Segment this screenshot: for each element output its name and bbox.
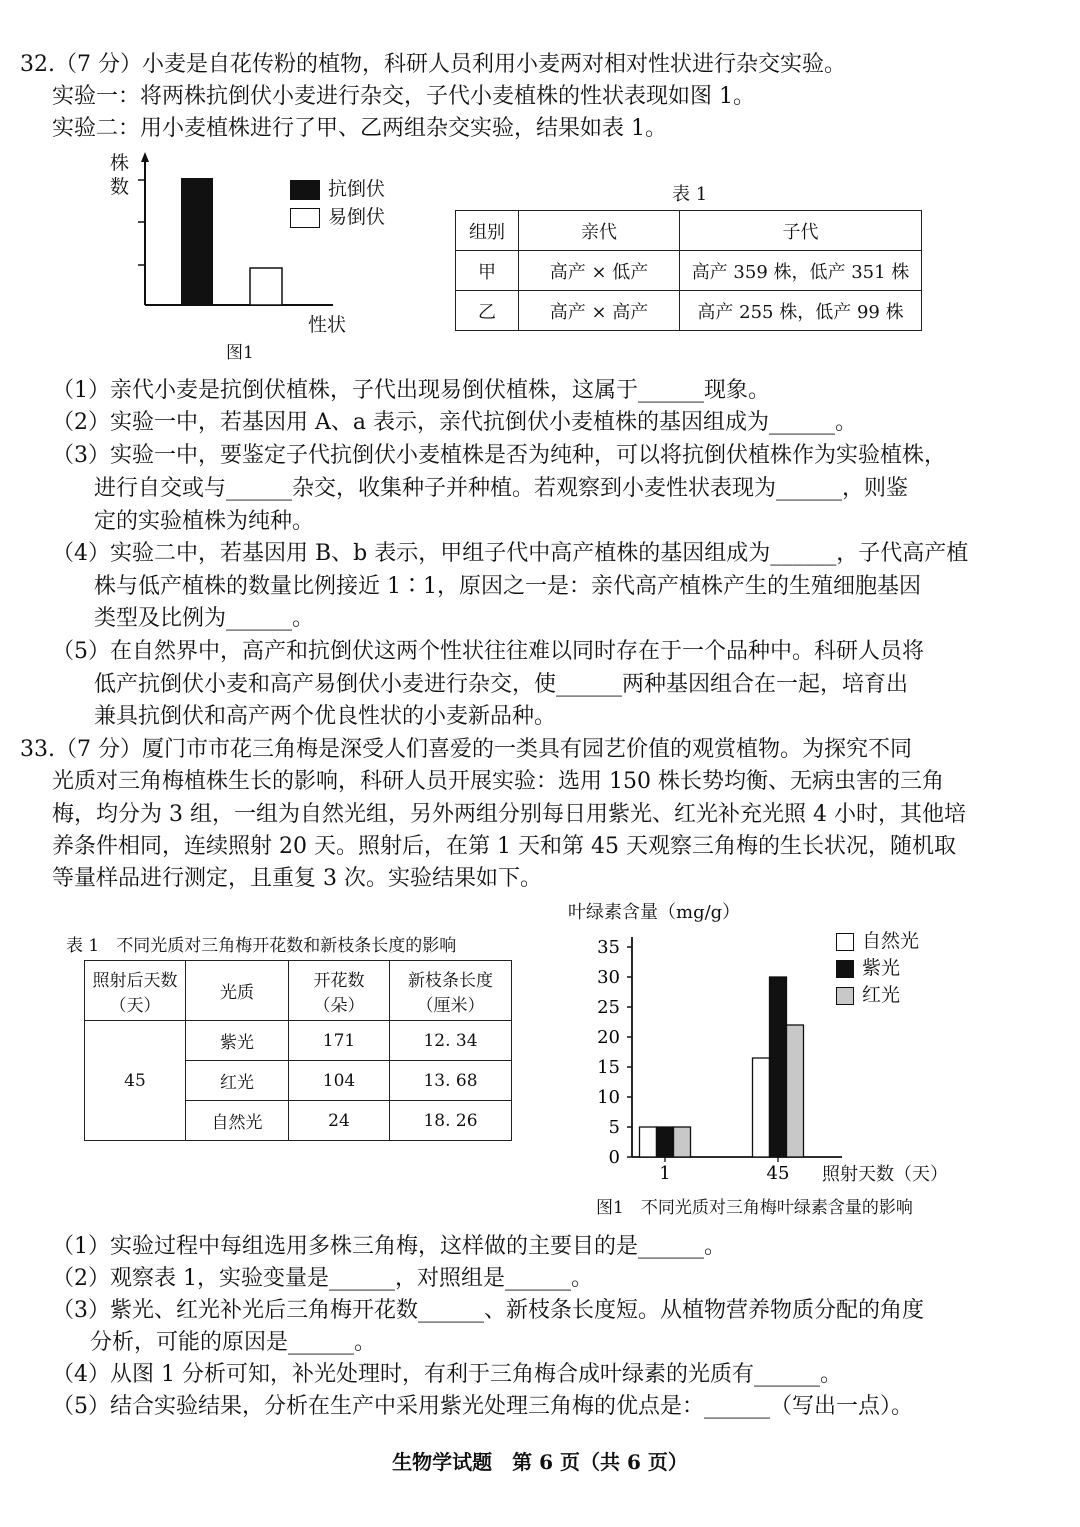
chart-svg	[590, 925, 850, 1190]
table-cell: 自然光	[186, 1101, 289, 1141]
y-tick-label: 5	[608, 1117, 620, 1138]
header-text: 开花数	[313, 970, 365, 991]
table-header-cell	[390, 961, 512, 1021]
q33-q5: （5）结合实验结果，分析在生产中采用紫光处理三角梅的优点是：______（写出一点）。	[52, 1394, 913, 1419]
table-header-row	[85, 961, 512, 1021]
y-tick-label: 30	[597, 967, 620, 988]
table-cell: 高产 359 株，低产 351 株	[680, 251, 922, 291]
q32-fig-caption: 图1	[226, 343, 254, 363]
q33-q2: （2）观察表 1，实验变量是______，对照组是______。	[52, 1266, 593, 1291]
table-cell: 高产 255 株，低产 99 株	[680, 291, 922, 331]
q32-q4c: 类型及比例为______。	[94, 606, 315, 631]
chart-legend	[836, 926, 919, 1007]
bar	[753, 1058, 770, 1157]
page-footer: 生物学试题 第 6 页（共 6 页）	[392, 1450, 688, 1474]
legend-swatch-black	[290, 180, 320, 200]
legend-label: 红光	[862, 984, 901, 1006]
q32-q5b: 低产抗倒伏小麦和高产易倒伏小麦进行杂交，使______两种基因组合在一起，培育出	[94, 672, 909, 697]
header-text: （厘米）	[416, 995, 485, 1016]
legend-label: 抗倒伏	[328, 178, 386, 200]
legend-label: 紫光	[862, 957, 901, 979]
q32-q3a: （3）实验一中，要鉴定子代抗倒伏小麦植株是否为纯种，可以将抗倒伏植株作为实验植株，	[52, 443, 947, 468]
bar	[674, 1127, 691, 1157]
table-row	[456, 291, 922, 331]
table-header-cell: 光质	[186, 961, 289, 1021]
header-text: （天）	[109, 995, 161, 1016]
q32-exp1: 实验一：将两株抗倒伏小麦进行杂交，子代小麦植株的性状表现如图 1。	[52, 84, 755, 109]
y-tick-label: 35	[597, 937, 620, 958]
y-tick-label: 15	[597, 1057, 620, 1078]
legend-swatch	[836, 933, 854, 951]
x-tick-label: 1	[659, 1163, 671, 1184]
q33-q3a: （3）紫光、红光补光后三角梅开花数______、新枝条长度短。从植物营养物质分配的角度	[52, 1298, 924, 1323]
table-cell: 红光	[186, 1061, 289, 1101]
bar	[640, 1127, 657, 1157]
legend-swatch	[836, 987, 854, 1005]
bar	[770, 977, 787, 1157]
legend-swatch	[836, 960, 854, 978]
legend-item	[836, 980, 919, 1007]
table-cell: 高产 × 低产	[519, 251, 680, 291]
chart-title: 叶绿素含量（mg/g）	[568, 902, 741, 923]
header-text: 新枝条长度	[408, 970, 493, 991]
q33-table-title: 表 1 不同光质对三角梅开花数和新枝条长度的影响	[66, 936, 457, 956]
legend-label: 易倒伏	[328, 206, 386, 228]
q32-fig-legend-resist	[290, 174, 385, 201]
table-header-row	[456, 211, 922, 251]
y-tick-label: 10	[597, 1087, 620, 1108]
x-tick-label: 45	[766, 1163, 790, 1184]
header-text: 照射后天数	[92, 970, 178, 991]
table-header-cell	[289, 961, 390, 1021]
table-cell: 乙	[456, 291, 519, 331]
bar	[787, 1025, 804, 1157]
table-header-cell: 子代	[680, 211, 922, 251]
q33-q4: （4）从图 1 分析可知，补光处理时，有利于三角梅合成叶绿素的光质有______。	[52, 1362, 842, 1387]
q32-fig-bar-easy	[250, 268, 282, 305]
q33-p5: 等量样品进行测定，且重复 3 次。实验结果如下。	[52, 866, 542, 891]
legend-item	[836, 953, 919, 980]
q32-q4b: 株与低产植株的数量比例接近 1∶1，原因之一是：亲代高产植株产生的生殖细胞基因	[94, 574, 921, 599]
q32-table	[455, 210, 922, 331]
q32-fig-xlabel: 性状	[308, 314, 347, 336]
q32-fig-ylabel-1: 株	[110, 152, 130, 174]
y-tick-label: 25	[597, 997, 620, 1018]
q33-q1: （1）实验过程中每组选用多株三角梅，这样做的主要目的是______。	[52, 1234, 726, 1259]
table-cell: 13. 68	[390, 1061, 512, 1101]
table-row	[456, 251, 922, 291]
table-cell: 18. 26	[390, 1101, 512, 1141]
table-cell: 12. 34	[390, 1021, 512, 1061]
legend-item	[836, 926, 919, 953]
table-cell: 甲	[456, 251, 519, 291]
legend-swatch-white	[290, 208, 320, 228]
q32-q5a: （5）在自然界中，高产和抗倒伏这两个性状往往难以同时存在于一个品种中。科研人员将	[52, 639, 925, 664]
legend-label: 自然光	[862, 930, 920, 952]
q33-q3b: 分析，可能的原因是______。	[90, 1330, 377, 1355]
q32-table-title: 表 1	[672, 184, 708, 205]
q32-fig-ylabel-2: 数	[110, 176, 130, 198]
chart-xlabel: 照射天数（天）	[822, 1164, 948, 1185]
table-header-cell: 亲代	[519, 211, 680, 251]
bar	[657, 1127, 674, 1157]
table-cell: 高产 × 高产	[519, 291, 680, 331]
q32-q5c: 兼具抗倒伏和高产两个优良性状的小麦新品种。	[94, 704, 557, 729]
table-cell: 171	[289, 1021, 390, 1061]
table-row	[85, 1021, 512, 1061]
q32-fig-y-arrow	[141, 152, 149, 162]
table-header-cell: 组别	[456, 211, 519, 251]
y-tick-label: 20	[597, 1027, 620, 1048]
q32-q2: （2）实验一中，若基因用 A、a 表示，亲代抗倒伏小麦植株的基因组成为______。	[52, 410, 857, 435]
q32-q3b: 进行自交或与______杂交，收集种子并种植。若观察到小麦性状表现为______，则鉴	[94, 476, 909, 501]
q33-p3: 梅，均分为 3 组，一组为自然光组，另外两组分别每日用紫光、红光补充光照 4 小时，其他培	[52, 802, 966, 827]
q33-p2: 光质对三角梅植株生长的影响，科研人员开展实验：选用 150 株长势均衡、无病虫害的三角	[52, 769, 944, 794]
table-cell: 24	[289, 1101, 390, 1141]
q33-table	[84, 960, 512, 1141]
q33-p4: 养条件相同，连续照射 20 天。照射后，在第 1 天和第 45 天观察三角梅的生长状况，随机取	[52, 834, 956, 859]
table-header-cell	[85, 961, 186, 1021]
q32-q4a: （4）实验二中，若基因用 B、b 表示，甲组子代中高产植株的基因组成为______，子代高产植	[52, 541, 969, 566]
table-cell: 45	[85, 1021, 186, 1141]
y-tick-label: 0	[608, 1147, 620, 1168]
table-cell: 104	[289, 1061, 390, 1101]
header-text: （朵）	[313, 995, 365, 1016]
q33-p1: 33.（7 分）厦门市市花三角梅是深受人们喜爱的一类具有园艺价值的观赏植物。为探究不同	[20, 737, 912, 762]
q32-fig-legend-easy	[290, 202, 385, 229]
q32-fig-bar-resist	[181, 178, 213, 305]
q32-exp2: 实验二：用小麦植株进行了甲、乙两组杂交实验，结果如表 1。	[52, 116, 667, 141]
table-cell: 紫光	[186, 1021, 289, 1061]
q32-q3c: 定的实验植株为纯种。	[94, 509, 315, 534]
q32-q1: （1）亲代小麦是抗倒伏植株，子代出现易倒伏植株，这属于______现象。	[52, 378, 770, 403]
q32-header: 32.（7 分）小麦是自花传粉的植物，科研人员利用小麦两对相对性状进行杂交实验。	[20, 52, 846, 77]
chart-caption: 图1 不同光质对三角梅叶绿素含量的影响	[596, 1198, 913, 1218]
